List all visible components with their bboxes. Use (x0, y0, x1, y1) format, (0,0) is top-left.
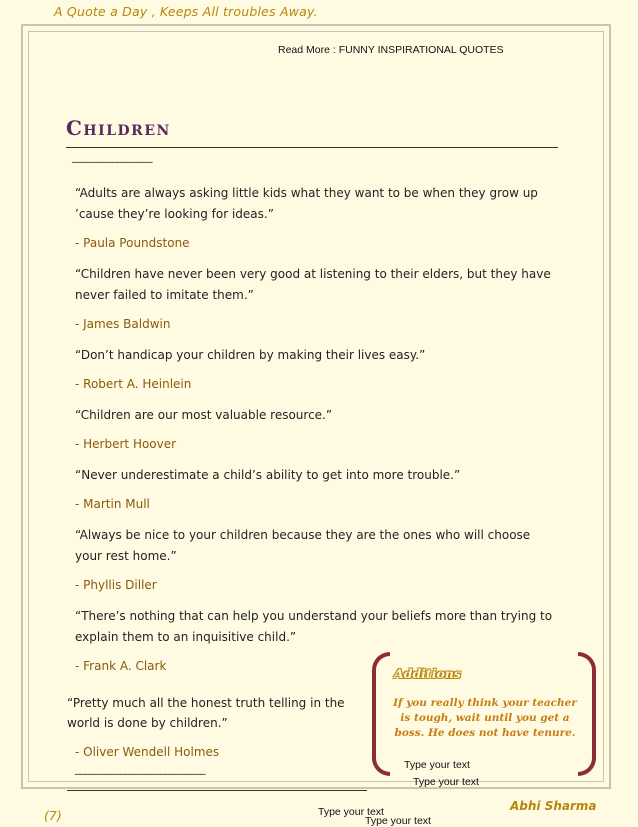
text-placeholder[interactable]: Type your text (365, 815, 431, 827)
quote-author: - Paula Poundstone (75, 236, 190, 250)
quote-author: - Phyllis Diller (75, 578, 157, 592)
header-tagline: A Quote a Day , Keeps All troubles Away. (54, 4, 318, 19)
quote-text: “Children are our most valuable resource.” (75, 408, 333, 422)
quote-text: “Pretty much all the honest truth telling in the world is done by children.” (67, 696, 345, 730)
sidebar-title: Additions (394, 666, 461, 681)
text-placeholder[interactable]: Type your text (318, 806, 384, 818)
section-underline: __________________________ (75, 762, 205, 775)
quote-author: - Robert A. Heinlein (75, 377, 192, 391)
quote-text: “Adults are always asking little kids what they want to be when they grow up ’cause they’re looking for ideas.” (75, 186, 538, 221)
page-title: Children (66, 116, 171, 140)
footer-author: Abhi Sharma (510, 799, 597, 813)
page-number: (7) (44, 808, 62, 823)
text-placeholder[interactable]: Type your text (404, 759, 470, 771)
sidebar-quote: If you really think your teacher is tough, wait until you get a boss. He does not have tenure. (393, 697, 577, 739)
additions-sidebar (372, 652, 596, 776)
quote-author: - Martin Mull (75, 497, 150, 511)
quote-author: - Herbert Hoover (75, 437, 177, 451)
quote-text: “Children have never been very good at listening to their elders, but they have never failed to imitate them.” (75, 267, 551, 302)
quote-text: “Always be nice to your children because they are the ones who will choose your rest home.” (75, 528, 531, 563)
quote-text: “Don’t handicap your children by making their lives easy.” (75, 348, 426, 362)
quote-text: “Never underestimate a child’s ability to get into more trouble.” (75, 468, 461, 482)
right-bracket-icon (578, 652, 596, 776)
quote-text: “There’s nothing that can help you understand your beliefs more than trying to explain them to an inquisitive child.” (75, 609, 553, 644)
quote-author: - Oliver Wendell Holmes (75, 745, 220, 759)
section-divider (67, 790, 367, 791)
quote-author: - Frank A. Clark (75, 659, 167, 673)
quote-author: - James Baldwin (75, 317, 171, 331)
quote-list (75, 183, 555, 687)
left-bracket-icon (372, 652, 390, 776)
title-underline: ________________ (72, 150, 152, 163)
text-placeholder[interactable]: Type your text (413, 776, 479, 788)
title-divider (66, 147, 558, 148)
read-more-link[interactable]: Read More : FUNNY INSPIRATIONAL QUOTES (278, 44, 504, 56)
